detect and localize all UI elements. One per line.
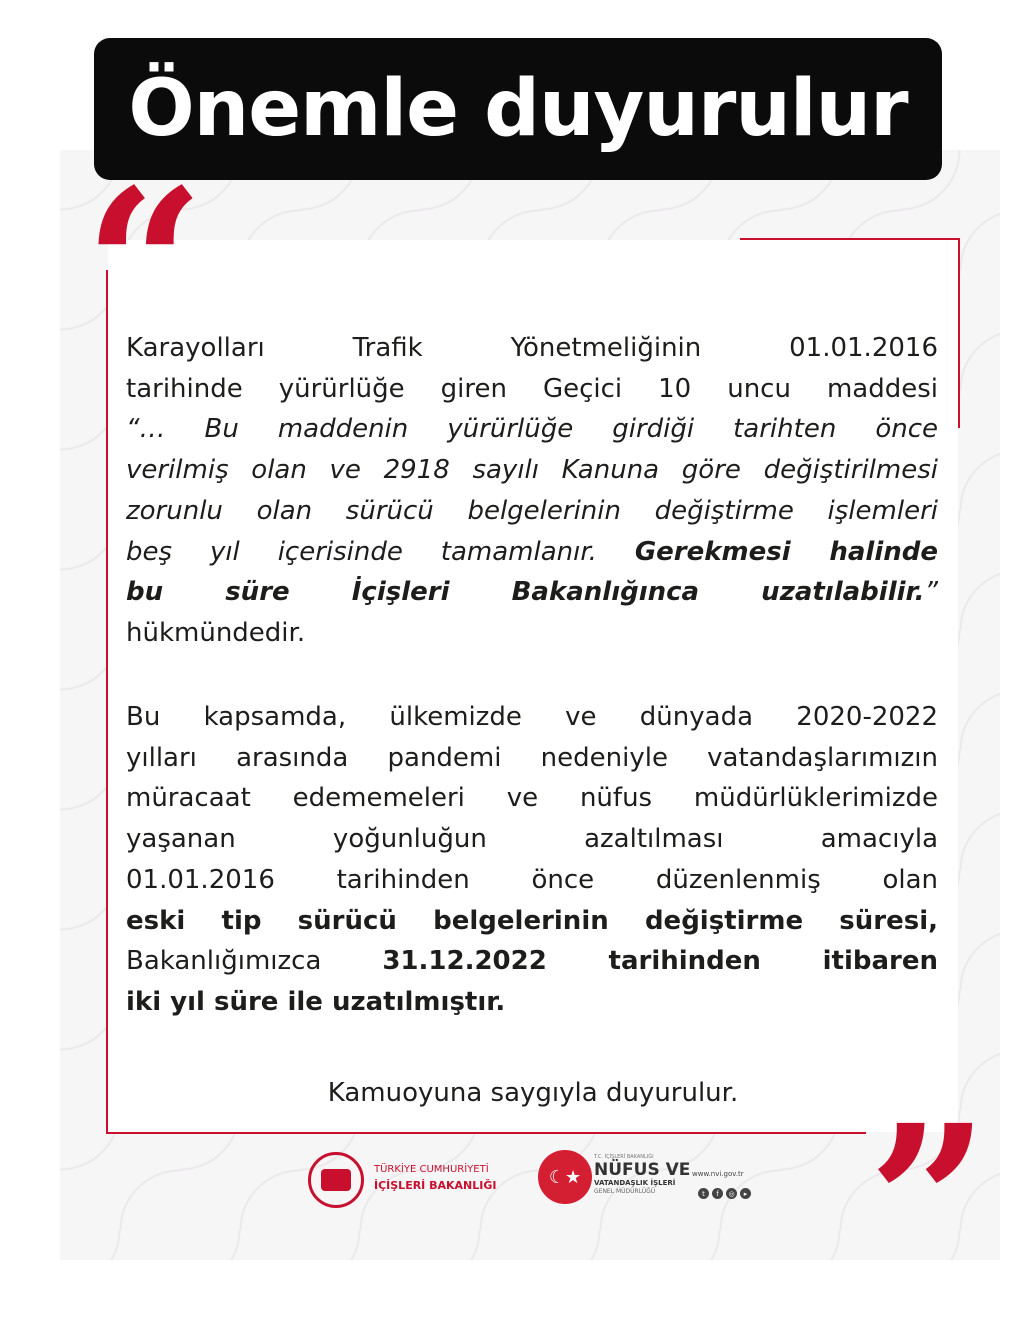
paragraph-2-line	[126, 941, 938, 982]
youtube-icon: ▸	[740, 1188, 751, 1199]
paragraph-2-segment: Bakanlığımızca	[126, 946, 322, 977]
paragraph-1	[126, 328, 938, 654]
nvi-url: www.nvi.gov.tr	[692, 1170, 744, 1178]
ministry-name	[374, 1162, 496, 1194]
paragraph-1-line: zorunlu olan sürücü belgelerinin değiştirme işlemleri	[126, 495, 938, 526]
paragraph-2-line: yaşanan yoğunluğun azaltılması amacıyla	[126, 824, 938, 855]
social-icons	[698, 1188, 751, 1199]
paragraph-1-line: “… Bu maddenin yürürlüğe girdiği tarihten önce	[126, 414, 938, 445]
paragraph-1-segment: beş yıl içerisinde tamamlanır.	[126, 536, 597, 567]
paragraph-1-line: verilmiş olan ve 2918 sayılı Kanuna göre değiştirilmesi	[126, 455, 938, 486]
nvi-tiny-text: GENEL MÜDÜRLÜĞÜ	[594, 1188, 656, 1195]
footer-logos	[300, 1148, 780, 1212]
paragraph-1-line	[126, 572, 938, 613]
frame-line-right	[958, 238, 960, 428]
nvi-logo	[538, 1150, 592, 1204]
nvi-name	[594, 1154, 690, 1196]
close-quote-icon: ”	[868, 1079, 989, 1326]
paragraph-2-line: müracaat edememeleri ve nüfus müdürlüklerimizde	[126, 783, 938, 814]
crescent-star-icon: ☾★	[548, 1166, 582, 1188]
seal-emblem-icon	[321, 1169, 351, 1191]
paragraph-2-line: iki yıl süre ile uzatılmıştır.	[126, 986, 506, 1017]
frame-line-bottom	[106, 1132, 866, 1134]
ministry-line-2: İÇİŞLERİ BAKANLIĞI	[374, 1179, 497, 1192]
paragraph-1-bold-segment: Gerekmesi halinde	[634, 536, 938, 567]
paragraph-1-line: hükmündedir.	[126, 617, 306, 648]
paragraph-2-line: Bu kapsamda, ülkemizde ve dünyada 2020-2022	[126, 702, 938, 732]
instagram-icon: ◎	[726, 1188, 737, 1199]
paragraph-1-line: Karayolları Trafik Yönetmeliğinin 01.01.2016	[126, 333, 938, 363]
paragraph-2	[126, 697, 938, 1023]
page-title: Önemle duyurulur	[128, 64, 908, 154]
nvi-big-text: NÜFUS VE	[594, 1160, 691, 1180]
title-banner	[94, 38, 942, 180]
open-quote-icon: “	[84, 143, 205, 390]
paragraph-2-bold-segment: 31.12.2022 tarihinden itibaren	[382, 946, 939, 977]
twitter-icon: t	[698, 1188, 709, 1199]
paragraph-1-line: tarihinde yürürlüğe giren Geçici 10 uncu maddesi	[126, 373, 938, 404]
paragraph-2-line: yılları arasında pandemi nedeniyle vatandaşlarımızın	[126, 742, 938, 773]
nvi-mid-text: VATANDAŞLIK İŞLERİ	[594, 1179, 676, 1187]
closing-line: Kamuoyuna saygıyla duyurulur.	[327, 1078, 739, 1108]
facebook-icon: f	[712, 1188, 723, 1199]
paragraph-2-line: 01.01.2016 tarihinden önce düzenlenmiş olan	[126, 864, 938, 895]
closing-quote-mark: ”	[924, 577, 938, 608]
paragraph-2-line: eski tip sürücü belgelerinin değiştirme süresi,	[126, 905, 938, 936]
paragraph-1-bold-segment: bu süre İçişleri Bakanlığınca uzatılabilir.	[126, 577, 925, 608]
ministry-seal-logo	[308, 1152, 364, 1208]
nvi-small-text: T.C. İÇİŞLERİ BAKANLIĞI	[594, 1154, 654, 1160]
paragraph-1-line	[126, 532, 938, 573]
ministry-line-1: TÜRKİYE CUMHURİYETİ	[374, 1164, 489, 1175]
